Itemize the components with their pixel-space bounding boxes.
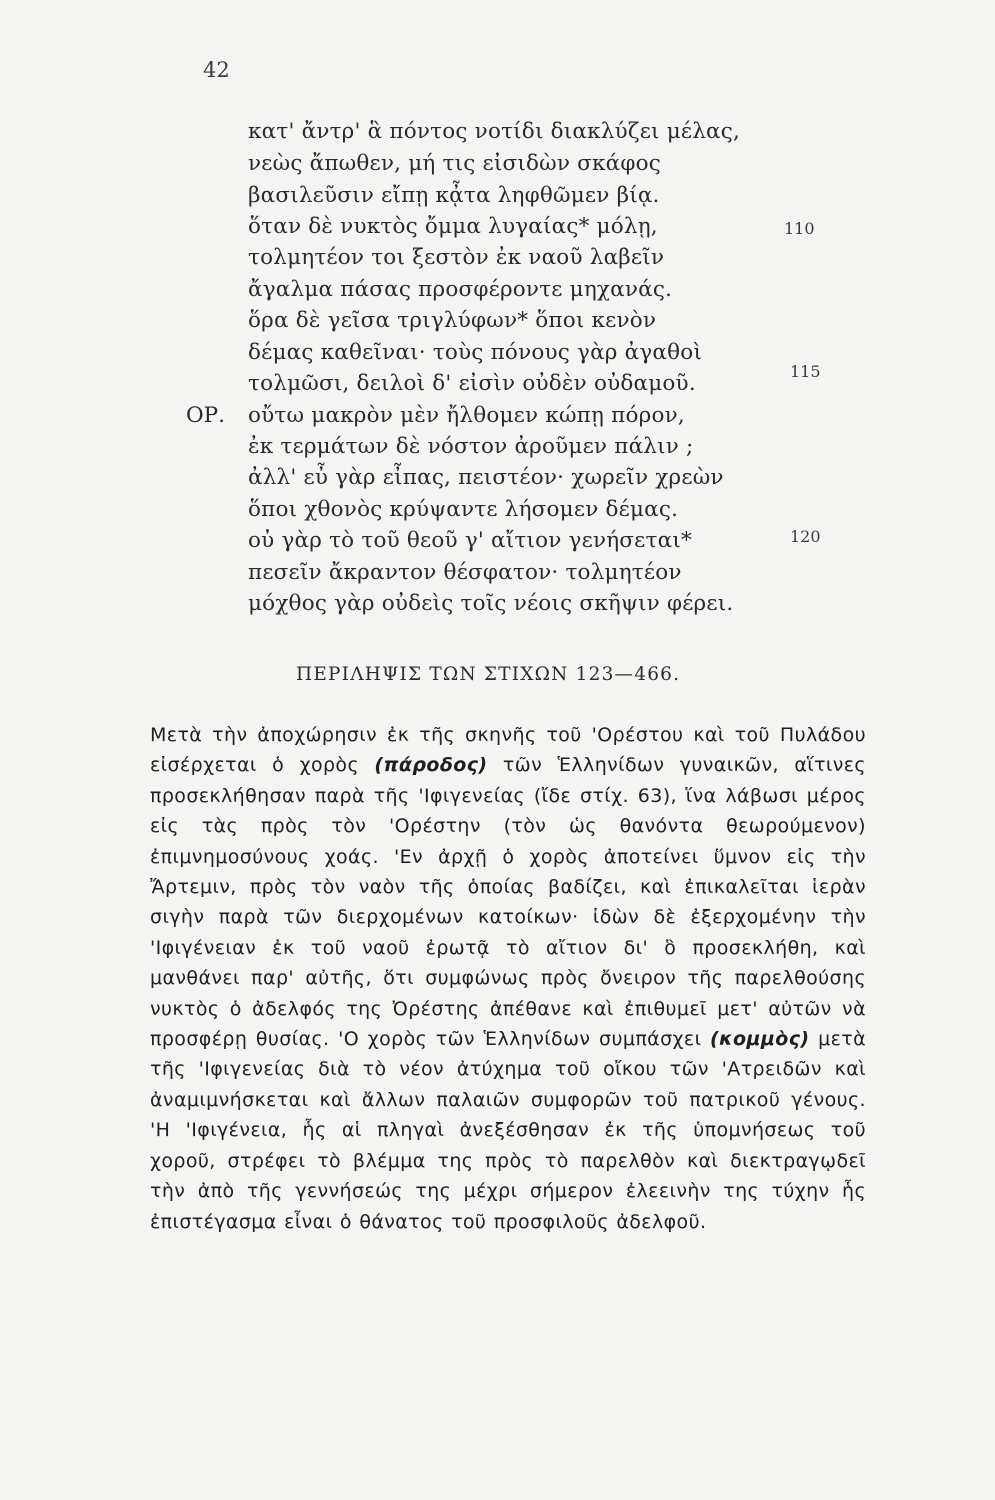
- line-number: 115: [790, 362, 821, 381]
- verse-line: ἐκ τερμάτων δὲ νόστον ἀροῦμεν πάλιν ;: [248, 434, 694, 459]
- verse-line: βασιλεῦσιν εἴπῃ κᾆτα ληφθῶμεν βίᾳ.: [248, 183, 660, 208]
- verse-line: τολμητέον τοι ξεστὸν ἐκ ναοῦ λαβεῖν: [248, 245, 665, 270]
- verse-line: νεὼς ἄπωθεν, μή τις εἰσιδὼν σκάφος: [248, 151, 662, 176]
- verse-line: πεσεῖν ἄκραντον θέσφατον· τολμητέον: [248, 560, 682, 585]
- summary-emphasis: (κομμὸς): [710, 1028, 810, 1051]
- verse-line: δέμας καθεῖναι· τοὺς πόνους γὰρ ἀγαθοὶ: [248, 340, 703, 365]
- summary-paragraph: [150, 720, 866, 1237]
- verse-line: οὐ γὰρ τὸ τοῦ θεοῦ γ' αἴτιον γενήσεται*: [248, 528, 692, 553]
- verse-line: ὅρα δὲ γεῖσα τριγλύφων* ὅποι κενὸν: [248, 308, 657, 333]
- verse-line: τολμῶσι, δειλοὶ δ' εἰσὶν οὐδὲν οὐδαμοῦ.: [248, 371, 696, 396]
- summary-text: μετὰ τῆς 'Ιφιγενείας διὰ τὸ νέον ἀτύχημα τοῦ οἴκου τῶν 'Ατρειδῶν καὶ ἀναμιμνήσκεται καὶ ἄλλων παλαιῶν συμφορῶν τοῦ πατρικοῦ γένους. 'Η 'Ιφιγένεια, ἧς αἱ πληγαὶ ἀνεξέσθησαν ἐκ τῆς ὑπομνήσεως τοῦ χοροῦ, στρέφει τὸ βλέμμα της πρὸς τὸ παρελθὸν καὶ διεκτραγῳδεῖ τὴν ἀπὸ τῆς γεννήσεώς της μέχρι σήμερον ἐλεεινὴν της τύχην ἧς ἐπιστέγασμα εἶναι ὁ θάνατος τοῦ προσφιλοῦς ἀδελφοῦ.: [150, 1028, 866, 1233]
- verse-line: ἀλλ' εὖ γὰρ εἶπας, πειστέον· χωρεῖν χρεὼν: [248, 465, 724, 490]
- summary-text: Μετὰ τὴν ἀποχώρησιν ἐκ τῆς σκηνῆς τοῦ 'Ορέστου καὶ τοῦ Πυλάδου εἰσέρχεται ὁ χορὸς: [150, 724, 866, 777]
- speaker-label: ΟΡ.: [186, 403, 225, 428]
- verse-line: ἄγαλμα πάσας προσφέροντε μηχανάς.: [248, 277, 673, 302]
- page-number: 42: [203, 58, 230, 82]
- section-heading: ΠΕΡΙΛΗΨΙΣ ΤΩΝ ΣΤΙΧΩΝ 123—466.: [296, 664, 681, 685]
- verse-line: μόχθος γὰρ οὐδεὶς τοῖς νέοις σκῆψιν φέρει.: [248, 591, 734, 616]
- verse-line: ὅταν δὲ νυκτὸς ὄμμα λυγαίας* μόλῃ,: [248, 214, 658, 239]
- verse-line: ὅποι χθονὸς κρύψαντε λήσομεν δέμας.: [248, 497, 679, 522]
- line-number: 120: [790, 527, 821, 546]
- verse-line: οὔτω μακρὸν μὲν ἤλθομεν κώπῃ πόρον,: [248, 403, 685, 428]
- line-number: 110: [784, 219, 815, 238]
- summary-emphasis: (πάροδος): [374, 754, 488, 777]
- summary-text: τῶν Ἑλληνίδων γυναικῶν, αἵτινες προσεκλήθησαν παρὰ τῆς 'Ιφιγενείας (ἴδε στίχ. 63), ἵνα λάβωσι μέρος εἰς τὰς πρὸς τὸν 'Ορέστην (τὸν ὡς θανόντα θεωρούμενον) ἐπιμνημοσύνους χοάς. 'Εν ἀρχῇ ὁ χορὸς ἀποτείνει ὕμνον εἰς τὴν Ἄρτεμιν, πρὸς τὸν ναὸν τῆς ὁποίας βαδίζει, καὶ ἐπικαλεῖται ἱερὰν σιγὴν παρὰ τῶν διερχομένων κατοίκων· ἰδὼν δὲ ἐξερχομένην τὴν 'Ιφιγένειαν ἐκ τοῦ ναοῦ ἐρωτᾷ τὸ αἴτιον δι' ὃ προσεκλήθη, καὶ μανθάνει παρ' αὐτῆς, ὅτι συμφώνως πρὸς ὄνειρον τῆς παρελθούσης νυκτὸς ὁ ἀδελφός της Ὀρέστης ἀπέθανε καὶ ἐπιθυμεῖ μετ' αὐτῶν νὰ προσφέρῃ θυσίας. 'Ο χορὸς τῶν Ἑλληνίδων συμπάσχει: [150, 754, 866, 1051]
- verse-line: κατ' ἄντρ' ἃ πόντος νοτίδι διακλύζει μέλας,: [248, 119, 741, 144]
